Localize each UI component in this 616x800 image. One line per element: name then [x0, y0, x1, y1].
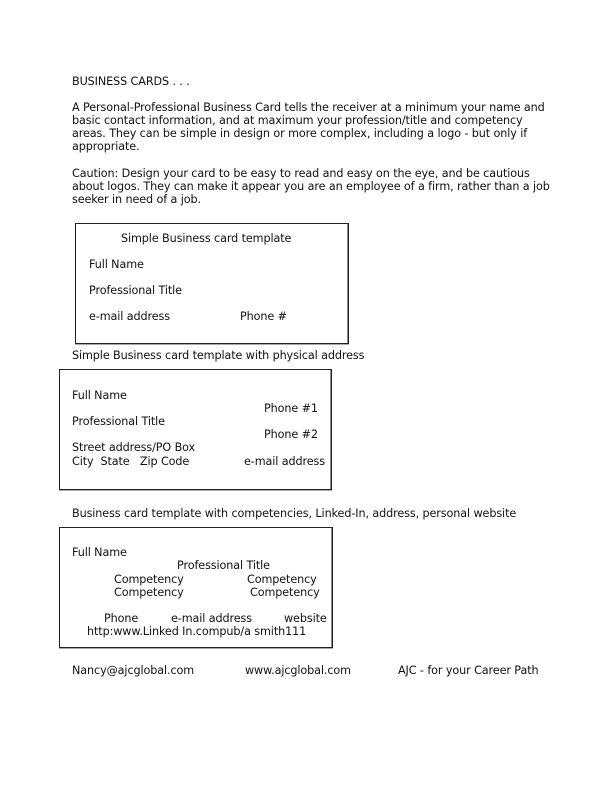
- card3-competency-2: Competency: [247, 573, 317, 586]
- card1-email: e-mail address: [89, 310, 170, 323]
- card3-website: website: [284, 612, 327, 625]
- card3-full-name: Full Name: [72, 546, 127, 559]
- card1-title: Simple Business card template: [121, 232, 292, 245]
- card1-full-name: Full Name: [89, 258, 144, 271]
- footer-tagline: AJC - for your Career Path: [398, 664, 539, 677]
- card2-professional-title: Professional Title: [72, 415, 165, 428]
- page-heading: BUSINESS CARDS . . .: [72, 75, 190, 88]
- card2-city-state-zip: City State Zip Code: [72, 455, 190, 468]
- footer-email[interactable]: Nancy@ajcglobal.com: [72, 664, 195, 677]
- card3-professional-title: Professional Title: [177, 559, 270, 572]
- card3-competency-1: Competency: [114, 573, 184, 586]
- card3-email: e-mail address: [171, 612, 252, 625]
- intro-paragraph: A Personal-Professional Business Card tells the receiver at a minimum your name and basic contact information, and at maximum your profession/title and competency areas. They can be simple in design or more complex, including a logo - but only if appropriate.: [72, 101, 545, 153]
- card2-phone2: Phone #2: [264, 428, 318, 441]
- card2-caption: Simple Business card template with physical address: [72, 349, 365, 362]
- card2-street: Street address/PO Box: [72, 441, 196, 454]
- card3-competency-3: Competency: [114, 586, 184, 599]
- footer-website[interactable]: www.ajcglobal.com: [245, 664, 351, 677]
- card1-professional-title: Professional Title: [89, 284, 182, 297]
- caution-paragraph: Caution: Design your card to be easy to read and easy on the eye, and be cautious about logos. They can make it appear you are an employee of a firm, rather than a job seeker in need of a job.: [72, 167, 550, 206]
- card2-full-name: Full Name: [72, 389, 127, 402]
- card2-phone1: Phone #1: [264, 402, 318, 415]
- card3-competency-4: Competency: [250, 586, 320, 599]
- card3-linkedin: http:www.Linked In.compub/a smith111: [87, 625, 307, 638]
- card3-phone: Phone: [104, 612, 139, 625]
- card1-phone: Phone #: [240, 310, 287, 323]
- card3-caption: Business card template with competencies, Linked-In, address, personal website: [72, 507, 517, 520]
- card2-email: e-mail address: [244, 455, 325, 468]
